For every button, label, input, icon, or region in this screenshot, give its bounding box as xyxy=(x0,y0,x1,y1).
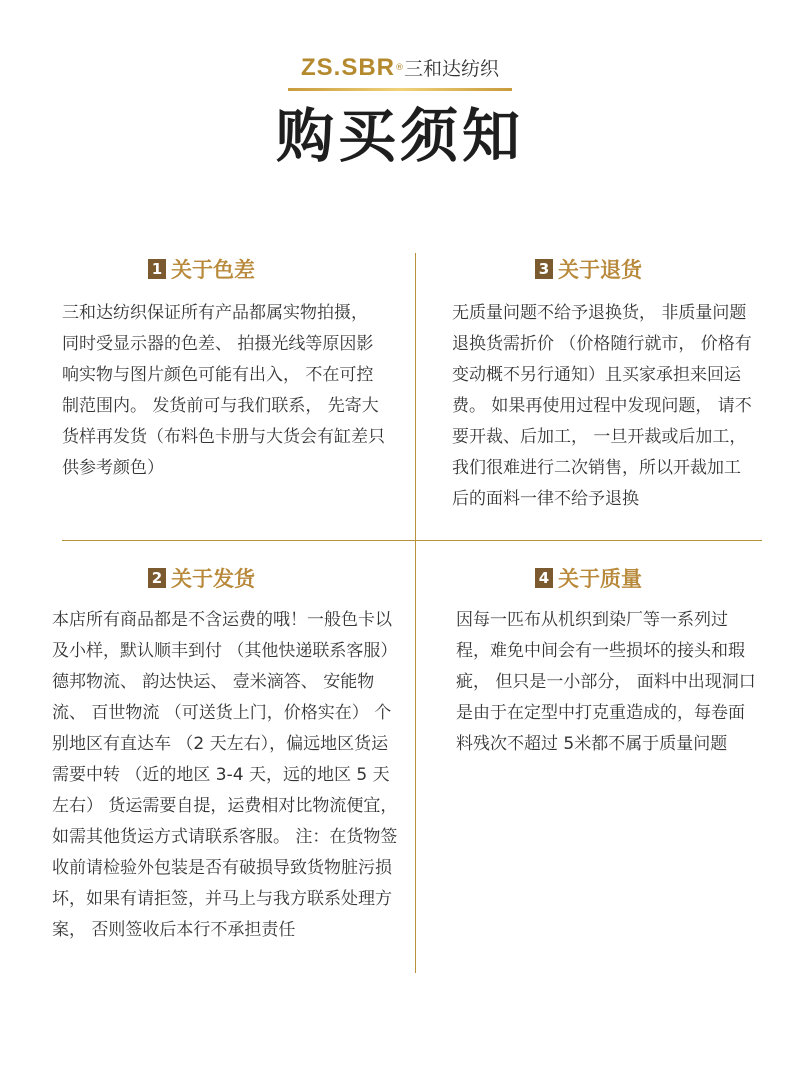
section-heading xyxy=(535,565,642,591)
brand-english: ZS.SBR xyxy=(300,54,395,81)
vertical-divider xyxy=(415,253,416,973)
section-number-badge: 2 xyxy=(148,568,166,588)
section-number-badge: 1 xyxy=(148,259,166,279)
section-title: 关于发货 xyxy=(171,567,255,591)
section-heading xyxy=(535,256,642,282)
section-heading xyxy=(148,565,255,591)
page-title: 购买须知 xyxy=(275,102,524,170)
section-body: 无质量问题不给予退换货， 非质量问题退换货需折价 （价格随行就市， 价格有变动概不另行通知）且买家承担来回运费。 如果再使用过程中发现问题， 请不要开裁、后加工， 一旦开裁或后加工， 我们很难进行二次销售，所以开裁加工后的面料一律不给予退换 xyxy=(452,303,752,509)
brand-underline xyxy=(288,88,512,91)
section-body: 本店所有商品都是不含运费的哦！一般色卡以及小样，默认顺丰到付 （其他快递联系客服） 德邦物流、 韵达快运、 壹米滴答、 安能物流、 百世物流 （可送货上门，价格实在） 个别地区有直达车 （2 天左右），偏远地区货运需要中转 （近的地区 3-4 天，远的地区 5 天左右） 货运需要自提，运费相对比物流便宜， 如需其他货运方式请联系客服。 注：在货物签收前请检验外包装是否有破损导致货物脏污损坏，如果有请拒签，并马上与我方联系处理方案， 否则签收后本行不承担责任 xyxy=(52,610,398,940)
section-title: 关于色差 xyxy=(171,258,255,282)
section-body: 三和达纺织保证所有产品都属实物拍摄， 同时受显示器的色差、 拍摄光线等原因影响实物与图片颜色可能有出入， 不在可控制范围内。 发货前可与我们联系， 先寄大货样再发货（布料色卡册与大货会有缸差只供参考颜色） xyxy=(62,303,385,478)
section-body: 因每一匹布从机织到染厂等一系列过程，难免中间会有一些损坏的接头和瑕疵， 但只是一小部分， 面料中出现洞口是由于在定型中打克重造成的，每卷面料残次不超过 5米都不属于质量问题 xyxy=(456,610,756,754)
horizontal-divider xyxy=(62,540,762,541)
section-title: 关于质量 xyxy=(558,567,642,591)
section-title: 关于退货 xyxy=(558,258,642,282)
brand-chinese: 三和达纺织 xyxy=(404,58,500,80)
section-number-badge: 4 xyxy=(535,568,553,588)
brand-logo xyxy=(0,54,800,83)
section-heading xyxy=(148,256,255,282)
registered-mark: ® xyxy=(395,63,404,73)
section-number-badge: 3 xyxy=(535,259,553,279)
